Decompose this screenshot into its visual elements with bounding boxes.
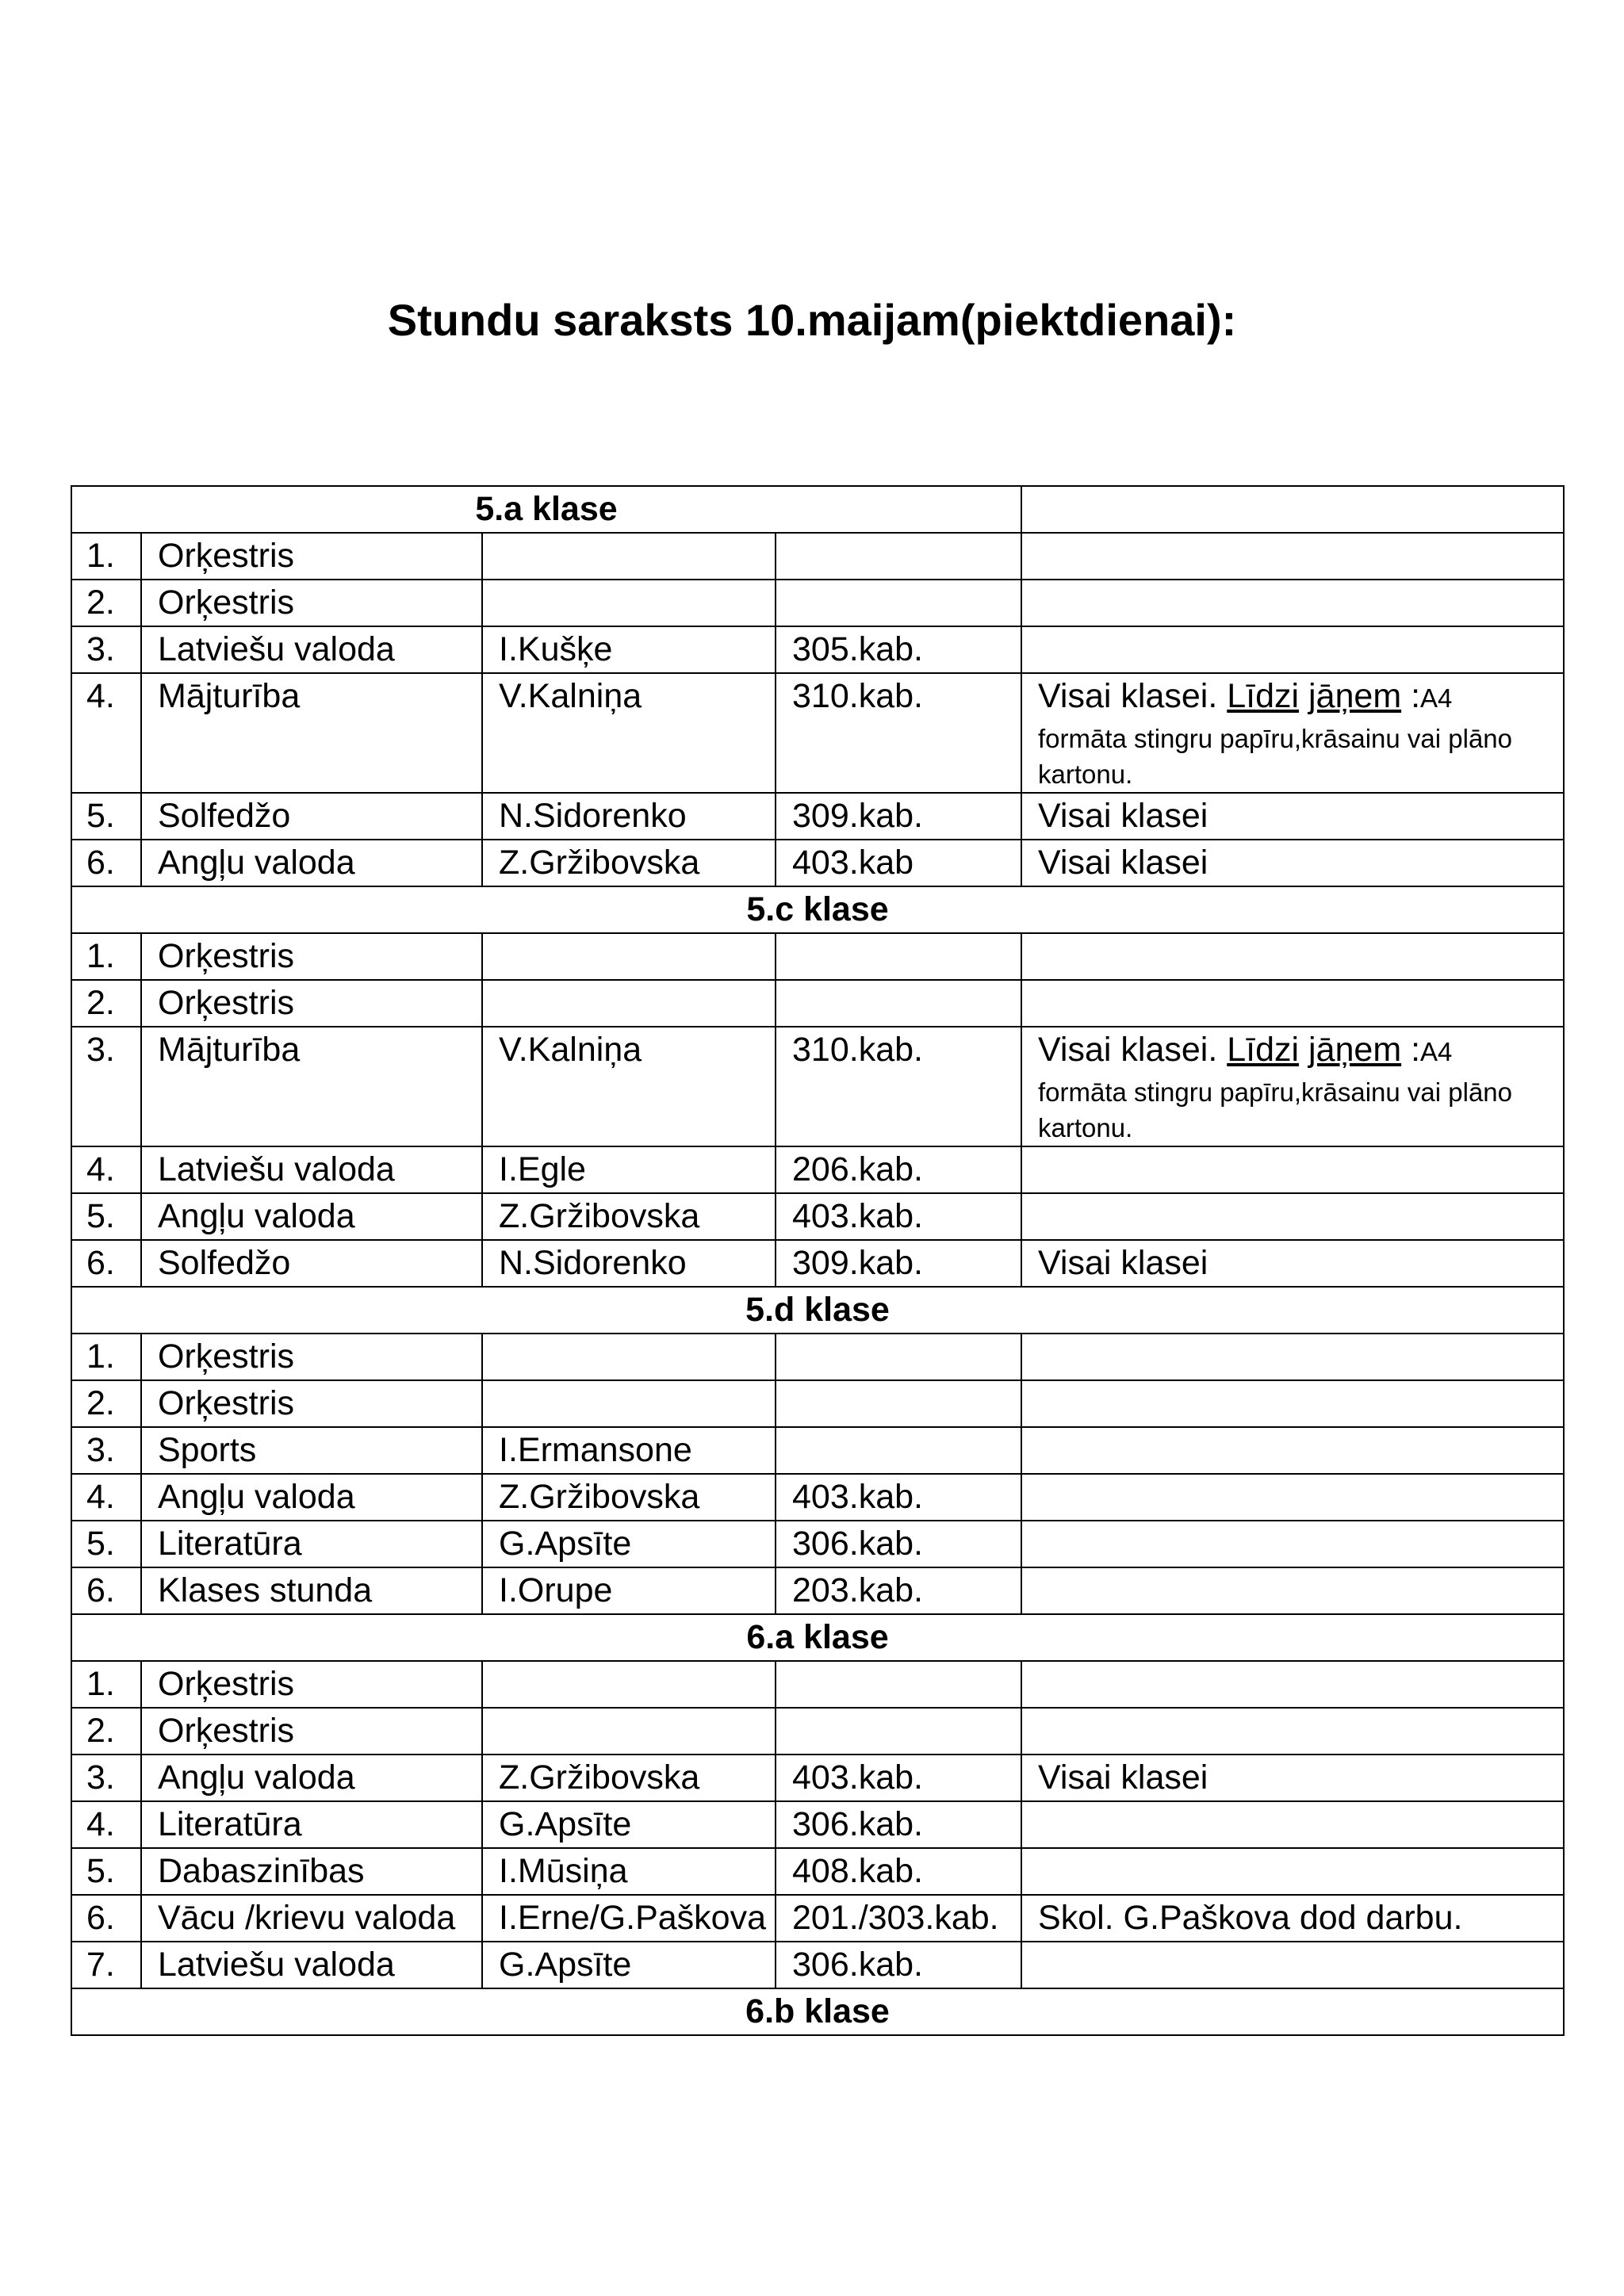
lesson-subject: Solfedžo [141, 1240, 482, 1287]
lesson-number: 2. [71, 1380, 141, 1427]
lesson-subject: Klases stunda [141, 1567, 482, 1614]
lesson-room: 408.kab. [776, 1848, 1021, 1895]
lesson-room: 306.kab. [776, 1942, 1021, 1988]
lesson-row [71, 1521, 1564, 1567]
class-header: 5.c klase [71, 886, 1564, 933]
note-space [1299, 677, 1308, 715]
lesson-note [1021, 1848, 1564, 1895]
lesson-room: 306.kab. [776, 1801, 1021, 1848]
lesson-teacher: I.Kušķe [482, 626, 776, 673]
lesson-teacher: Z.Gržibovska [482, 840, 776, 886]
lesson-row [71, 1380, 1564, 1427]
lesson-note [1021, 580, 1564, 626]
lesson-number: 2. [71, 580, 141, 626]
lesson-subject: Orķestris [141, 1380, 482, 1427]
lesson-number: 5. [71, 1193, 141, 1240]
lesson-number: 3. [71, 626, 141, 673]
note-text: : [1401, 1031, 1421, 1069]
lesson-subject: Vācu /krievu valoda [141, 1895, 482, 1942]
note-continuation: formāta stingru papīru,krāsainu vai plāno kartonu. [1038, 1077, 1513, 1142]
lesson-room: 403.kab. [776, 1474, 1021, 1521]
lesson-number: 4. [71, 1801, 141, 1848]
lesson-room: 201./303.kab. [776, 1895, 1021, 1942]
lesson-subject: Angļu valoda [141, 1474, 482, 1521]
lesson-number: 4. [71, 1146, 141, 1193]
lesson-room: 306.kab. [776, 1521, 1021, 1567]
lesson-note [1021, 673, 1564, 793]
lesson-number: 6. [71, 840, 141, 886]
lesson-subject: Orķestris [141, 1661, 482, 1708]
lesson-number: 6. [71, 1567, 141, 1614]
note-underlined-text: jāņem [1308, 1031, 1402, 1069]
lesson-subject: Mājturība [141, 1027, 482, 1146]
lesson-note [1021, 1708, 1564, 1755]
lesson-note: Visai klasei [1021, 1240, 1564, 1287]
lesson-row [71, 980, 1564, 1027]
lesson-row [71, 1755, 1564, 1801]
lesson-teacher: I.Orupe [482, 1567, 776, 1614]
lesson-number: 1. [71, 933, 141, 980]
class-header-row [71, 1287, 1564, 1334]
lesson-teacher: I.Erne/G.Paškova [482, 1895, 776, 1942]
lesson-teacher: G.Apsīte [482, 1521, 776, 1567]
lesson-number: 7. [71, 1942, 141, 1988]
lesson-note: Visai klasei [1021, 1755, 1564, 1801]
lesson-teacher: Z.Gržibovska [482, 1755, 776, 1801]
class-header: 6.a klase [71, 1614, 1564, 1661]
lesson-row [71, 1942, 1564, 1988]
lesson-note [1021, 1661, 1564, 1708]
lesson-teacher: I.Egle [482, 1146, 776, 1193]
lesson-room [776, 933, 1021, 980]
lesson-number: 2. [71, 980, 141, 1027]
note-underlined-text: Līdzi [1227, 1031, 1300, 1069]
lesson-teacher [482, 533, 776, 580]
lesson-room [776, 1661, 1021, 1708]
lesson-room [776, 1427, 1021, 1474]
lesson-teacher: N.Sidorenko [482, 793, 776, 840]
lesson-number: 5. [71, 793, 141, 840]
lesson-teacher: I.Ermansone [482, 1427, 776, 1474]
lesson-teacher [482, 933, 776, 980]
page-title: Stundu saraksts 10.maijam(piektdienai): [387, 295, 1237, 345]
lesson-subject: Latviešu valoda [141, 1942, 482, 1988]
lesson-row [71, 1146, 1564, 1193]
lesson-row [71, 1240, 1564, 1287]
lesson-subject: Sports [141, 1427, 482, 1474]
lesson-room: 310.kab. [776, 673, 1021, 793]
lesson-subject: Solfedžo [141, 793, 482, 840]
lesson-note [1021, 533, 1564, 580]
lesson-number: 6. [71, 1240, 141, 1287]
lesson-note [1021, 1521, 1564, 1567]
lesson-teacher: G.Apsīte [482, 1801, 776, 1848]
lesson-room: 310.kab. [776, 1027, 1021, 1146]
lesson-number: 3. [71, 1027, 141, 1146]
lesson-row [71, 1334, 1564, 1380]
lesson-number: 5. [71, 1521, 141, 1567]
lesson-teacher: G.Apsīte [482, 1942, 776, 1988]
lesson-number: 1. [71, 1334, 141, 1380]
lesson-room: 403.kab. [776, 1193, 1021, 1240]
lesson-note [1021, 1942, 1564, 1988]
lesson-subject: Orķestris [141, 1334, 482, 1380]
lesson-note [1021, 933, 1564, 980]
note-space [1299, 1031, 1308, 1069]
lesson-room: 309.kab. [776, 793, 1021, 840]
lesson-room [776, 580, 1021, 626]
lesson-teacher [482, 580, 776, 626]
lesson-room: 309.kab. [776, 1240, 1021, 1287]
lesson-number: 1. [71, 533, 141, 580]
lesson-row [71, 626, 1564, 673]
lesson-note: Skol. G.Paškova dod darbu. [1021, 1895, 1564, 1942]
lesson-row [71, 1848, 1564, 1895]
class-header: 5.d klase [71, 1287, 1564, 1334]
lesson-subject: Orķestris [141, 1708, 482, 1755]
class-header-row [71, 1988, 1564, 2035]
lesson-number: 3. [71, 1427, 141, 1474]
lesson-teacher [482, 1334, 776, 1380]
lesson-subject: Literatūra [141, 1801, 482, 1848]
class-header-row [71, 886, 1564, 933]
lesson-teacher: N.Sidorenko [482, 1240, 776, 1287]
lesson-room: 203.kab. [776, 1567, 1021, 1614]
schedule-table [71, 485, 1565, 2036]
lesson-number: 1. [71, 1661, 141, 1708]
lesson-row [71, 1567, 1564, 1614]
lesson-note [1021, 1334, 1564, 1380]
note-text: : [1401, 677, 1421, 715]
lesson-note [1021, 1567, 1564, 1614]
lesson-subject: Orķestris [141, 933, 482, 980]
lesson-room: 403.kab. [776, 1755, 1021, 1801]
lesson-subject: Orķestris [141, 533, 482, 580]
lesson-teacher: Z.Gržibovska [482, 1193, 776, 1240]
lesson-note: Visai klasei [1021, 793, 1564, 840]
lesson-number: 2. [71, 1708, 141, 1755]
note-small-text: A4 [1420, 1037, 1453, 1066]
lesson-number: 6. [71, 1895, 141, 1942]
note-first-line [1038, 674, 1547, 721]
lesson-number: 3. [71, 1755, 141, 1801]
note-underlined-text: Līdzi [1227, 677, 1300, 715]
lesson-subject: Orķestris [141, 580, 482, 626]
class-header-note-cell [1021, 486, 1564, 533]
class-header: 6.b klase [71, 1988, 1564, 2035]
lesson-note [1021, 980, 1564, 1027]
lesson-room: 403.kab [776, 840, 1021, 886]
lesson-room [776, 1708, 1021, 1755]
lesson-teacher [482, 980, 776, 1027]
lesson-teacher: Z.Gržibovska [482, 1474, 776, 1521]
lesson-teacher [482, 1661, 776, 1708]
lesson-number: 4. [71, 1474, 141, 1521]
lesson-teacher [482, 1380, 776, 1427]
lesson-note [1021, 1027, 1564, 1146]
lesson-note [1021, 1474, 1564, 1521]
lesson-room [776, 980, 1021, 1027]
lesson-note [1021, 1193, 1564, 1240]
note-text: Visai klasei. [1038, 677, 1228, 715]
lesson-teacher: V.Kalniņa [482, 673, 776, 793]
lesson-subject: Latviešu valoda [141, 1146, 482, 1193]
lesson-teacher: I.Mūsiņa [482, 1848, 776, 1895]
lesson-row [71, 1801, 1564, 1848]
lesson-row [71, 533, 1564, 580]
lesson-room [776, 1380, 1021, 1427]
lesson-row [71, 1027, 1564, 1146]
note-underlined-text: jāņem [1308, 677, 1402, 715]
lesson-note [1021, 1146, 1564, 1193]
lesson-note [1021, 1427, 1564, 1474]
lesson-row [71, 580, 1564, 626]
lesson-row [71, 1193, 1564, 1240]
lesson-teacher [482, 1708, 776, 1755]
lesson-subject: Angļu valoda [141, 840, 482, 886]
lesson-number: 5. [71, 1848, 141, 1895]
note-first-line [1038, 1027, 1547, 1074]
class-header-row [71, 486, 1564, 533]
lesson-room: 206.kab. [776, 1146, 1021, 1193]
lesson-row [71, 673, 1564, 793]
lesson-note: Visai klasei [1021, 840, 1564, 886]
lesson-row [71, 793, 1564, 840]
lesson-note [1021, 1801, 1564, 1848]
lesson-note [1021, 626, 1564, 673]
lesson-row [71, 933, 1564, 980]
lesson-teacher: V.Kalniņa [482, 1027, 776, 1146]
note-small-text: A4 [1420, 683, 1453, 713]
lesson-row [71, 1661, 1564, 1708]
lesson-subject: Angļu valoda [141, 1193, 482, 1240]
class-header-row [71, 1614, 1564, 1661]
lesson-row [71, 840, 1564, 886]
lesson-subject: Angļu valoda [141, 1755, 482, 1801]
lesson-row [71, 1895, 1564, 1942]
lesson-subject: Literatūra [141, 1521, 482, 1567]
lesson-row [71, 1708, 1564, 1755]
class-header: 5.a klase [71, 486, 1021, 533]
note-text: Visai klasei. [1038, 1031, 1228, 1069]
lesson-row [71, 1474, 1564, 1521]
lesson-room [776, 533, 1021, 580]
lesson-note [1021, 1380, 1564, 1427]
lesson-subject: Orķestris [141, 980, 482, 1027]
note-continuation: formāta stingru papīru,krāsainu vai plāno kartonu. [1038, 724, 1513, 789]
lesson-room [776, 1334, 1021, 1380]
lesson-subject: Mājturība [141, 673, 482, 793]
lesson-row [71, 1427, 1564, 1474]
lesson-subject: Dabaszinības [141, 1848, 482, 1895]
lesson-room: 305.kab. [776, 626, 1021, 673]
lesson-subject: Latviešu valoda [141, 626, 482, 673]
lesson-number: 4. [71, 673, 141, 793]
